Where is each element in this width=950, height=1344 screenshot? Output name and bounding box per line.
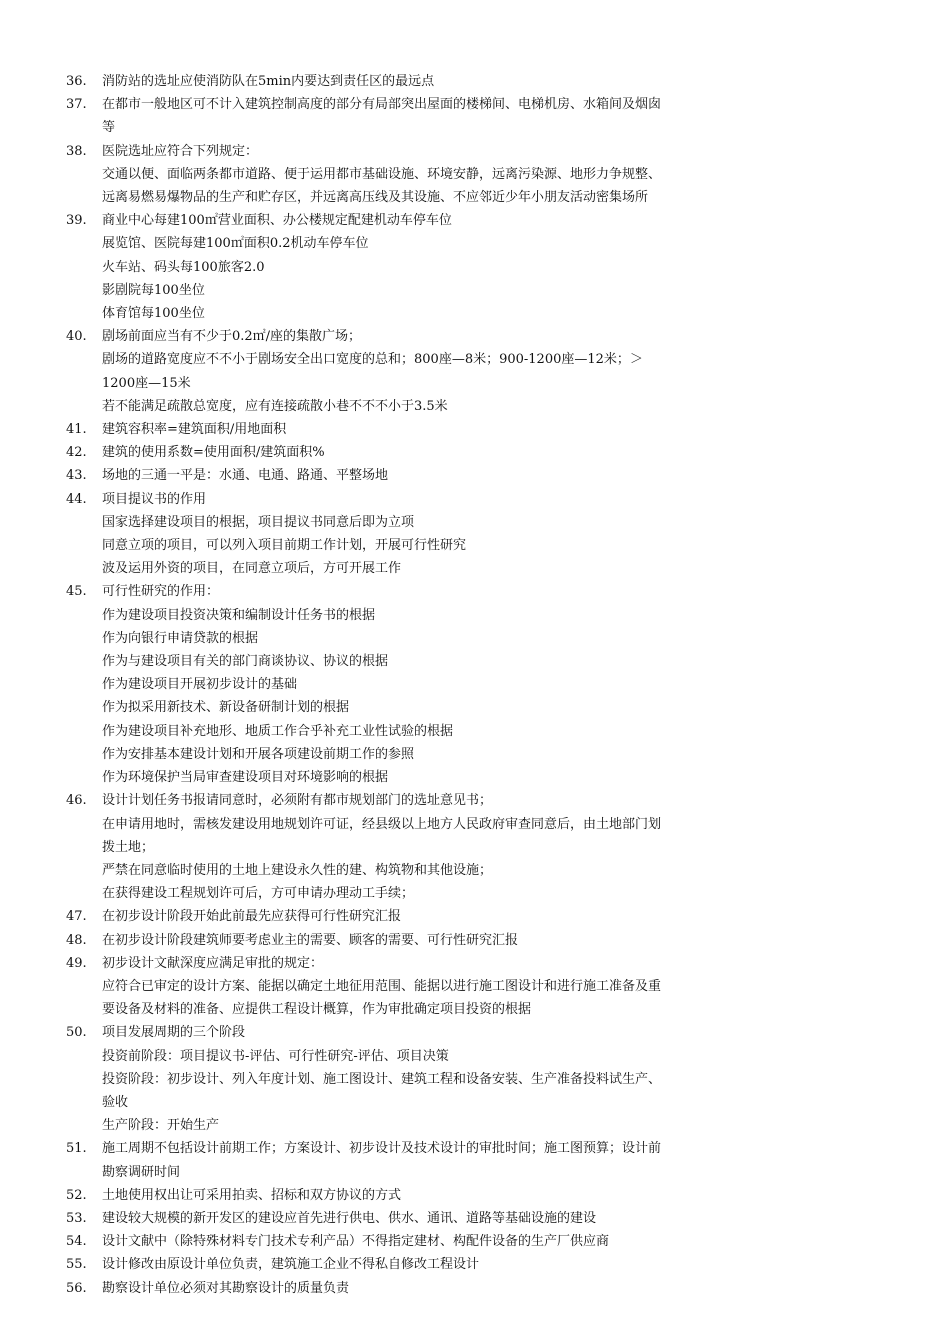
item-number: 52. xyxy=(66,1187,87,1203)
list-item xyxy=(66,464,736,487)
item-line: 可行性研究的作用： xyxy=(102,584,220,600)
item-line: 投资阶段：初步设计、列入年度计划、施工图设计、建筑工程和设备安装、生产准备投料试生产、 xyxy=(102,1071,662,1087)
item-line: 建筑容积率=建筑面积/用地面积 xyxy=(102,422,287,438)
item-number: 43. xyxy=(66,468,87,484)
list-item xyxy=(66,70,736,93)
list-item xyxy=(66,580,736,789)
item-line: 作为建设项目补充地形、地质工作合乎补充工业性试验的根据 xyxy=(102,723,454,739)
item-line: 火车站、码头每100旅客2.0 xyxy=(102,259,265,275)
item-line: 投资前阶段：项目提议书-评估、可行性研究-评估、项目决策 xyxy=(102,1048,449,1064)
item-line: 在初步设计阶段建筑师要考虑业主的需要、顾客的需要、可行性研究汇报 xyxy=(102,932,519,948)
item-line: 建筑的使用系数=使用面积/建筑面积% xyxy=(102,445,325,461)
list-item xyxy=(66,929,736,952)
item-number: 50. xyxy=(66,1025,87,1041)
item-body xyxy=(102,789,736,905)
list-item xyxy=(66,1207,736,1230)
item-line: 在申请用地时，需核发建设用地规划许可证，经县级以上地方人民政府审查同意后，由土地部门划 xyxy=(102,816,662,832)
numbered-list xyxy=(66,70,736,1300)
item-line: 若不能满足疏散总宽度，应有连接疏散小巷不不不小于3.5米 xyxy=(102,398,448,414)
item-number: 48. xyxy=(66,932,87,948)
list-item xyxy=(66,905,736,928)
item-line: 场地的三通一平是：水通、电通、路通、平整场地 xyxy=(102,468,389,484)
list-item xyxy=(66,209,736,325)
item-number: 47. xyxy=(66,909,87,925)
list-item xyxy=(66,789,736,905)
item-number: 44. xyxy=(66,491,87,507)
item-line: 勘察设计单位必须对其勘察设计的质量负责 xyxy=(102,1280,350,1296)
item-line: 作为建设项目开展初步设计的基础 xyxy=(102,677,298,693)
list-item xyxy=(66,93,736,139)
item-line: 作为环境保护当局审查建设项目对环境影响的根据 xyxy=(102,770,389,786)
item-line: 作为建设项目投资决策和编制设计任务书的根据 xyxy=(102,607,376,623)
item-body xyxy=(102,140,736,210)
item-line: 远离易燃易爆物品的生产和贮存区，并远离高压线及其设施、不应邻近少年小朋友活动密集场所 xyxy=(102,190,649,206)
item-line: 设计修改由原设计单位负责，建筑施工企业不得私自修改工程设计 xyxy=(102,1257,480,1273)
item-line: 国家选择建设项目的根据，项目提议书同意后即为立项 xyxy=(102,514,415,530)
item-line: 剧场的道路宽度应不不小于剧场安全出口宽度的总和；800座—8米；900-1200座—12米；＞ xyxy=(102,352,643,368)
list-item xyxy=(66,1184,736,1207)
item-number: 39. xyxy=(66,213,87,229)
item-line: 等 xyxy=(102,120,116,136)
item-body xyxy=(102,929,736,952)
list-item xyxy=(66,325,736,418)
item-line: 项目发展周期的三个阶段 xyxy=(102,1025,246,1041)
list-item xyxy=(66,952,736,1022)
item-line: 商业中心每建100㎡营业面积、办公楼规定配建机动车停车位 xyxy=(102,213,452,229)
item-line: 严禁在同意临时使用的土地上建设永久性的建、构筑物和其他设施； xyxy=(102,862,493,878)
item-line: 初步设计文献深度应满足审批的规定： xyxy=(102,955,324,971)
list-item xyxy=(66,418,736,441)
item-line: 作为向银行申请贷款的根据 xyxy=(102,630,259,646)
item-body xyxy=(102,1207,736,1230)
item-line: 作为安排基本建设计划和开展各项建设前期工作的参照 xyxy=(102,746,415,762)
item-line: 设计计划任务书报请同意时，必须附有都市规划部门的选址意见书； xyxy=(102,793,493,809)
list-item xyxy=(66,140,736,210)
item-line: 施工周期不包括设计前期工作；方案设计、初步设计及技术设计的审批时间；施工图预算；设计前 xyxy=(102,1141,662,1157)
item-number: 42. xyxy=(66,445,87,461)
item-number: 41. xyxy=(66,422,87,438)
item-line: 建设较大规模的新开发区的建设应首先进行供电、供水、通讯、道路等基础设施的建设 xyxy=(102,1210,597,1226)
item-number: 54. xyxy=(66,1234,87,1250)
item-body xyxy=(102,488,736,581)
item-line: 同意立项的项目，可以列入项目前期工作计划，开展可行性研究 xyxy=(102,538,467,554)
item-line: 交通以便、面临两条都市道路、便于运用都市基础设施、环境安静，远离污染源、地形力争规整、 xyxy=(102,166,662,182)
item-number: 38. xyxy=(66,143,87,159)
item-line: 在都市一般地区可不计入建筑控制高度的部分有局部突出屋面的楼梯间、电梯机房、水箱间及烟囱 xyxy=(102,97,662,113)
list-item xyxy=(66,1230,736,1253)
item-body xyxy=(102,93,736,139)
item-line: 要设备及材料的准备、应提供工程设计概算，作为审批确定项目投资的根据 xyxy=(102,1002,532,1018)
item-body xyxy=(102,1137,736,1183)
item-line: 展览馆、医院每建100㎡面积0.2机动车停车位 xyxy=(102,236,369,252)
item-line: 消防站的选址应使消防队在5min内要达到责任区的最远点 xyxy=(102,74,435,89)
item-line: 在获得建设工程规划许可后，方可申请办理动工手续； xyxy=(102,886,415,902)
item-body xyxy=(102,418,736,441)
item-number: 49. xyxy=(66,955,87,971)
item-number: 37. xyxy=(66,97,87,113)
item-line: 医院选址应符合下列规定： xyxy=(102,143,259,159)
item-body xyxy=(102,1021,736,1137)
item-line: 波及运用外资的项目，在同意立项后，方可开展工作 xyxy=(102,561,402,577)
item-body xyxy=(102,1230,736,1253)
list-item xyxy=(66,1253,736,1276)
item-body xyxy=(102,1253,736,1276)
item-body xyxy=(102,441,736,464)
item-line: 影剧院每100坐位 xyxy=(102,282,205,298)
item-body xyxy=(102,209,736,325)
item-number: 36. xyxy=(66,74,87,89)
item-line: 作为与建设项目有关的部门商谈协议、协议的根据 xyxy=(102,654,389,670)
item-line: 体育馆每100坐位 xyxy=(102,306,205,322)
item-number: 56. xyxy=(66,1280,87,1296)
item-number: 53. xyxy=(66,1210,87,1226)
list-item xyxy=(66,441,736,464)
item-line: 土地使用权出让可采用拍卖、招标和双方协议的方式 xyxy=(102,1187,402,1203)
item-number: 55. xyxy=(66,1257,87,1273)
item-line: 勘察调研时间 xyxy=(102,1164,181,1180)
item-body xyxy=(102,1184,736,1207)
item-body xyxy=(102,1277,736,1300)
item-body xyxy=(102,905,736,928)
item-line: 验收 xyxy=(102,1094,129,1110)
item-body xyxy=(102,952,736,1022)
item-line: 生产阶段：开始生产 xyxy=(102,1118,220,1134)
item-body xyxy=(102,464,736,487)
item-body xyxy=(102,325,736,418)
list-item xyxy=(66,488,736,581)
item-number: 46. xyxy=(66,793,87,809)
item-body xyxy=(102,580,736,789)
item-line: 项目提议书的作用 xyxy=(102,491,207,507)
item-line: 应符合已审定的设计方案、能据以确定土地征用范围、能据以进行施工图设计和进行施工准备及重 xyxy=(102,978,662,994)
item-line: 作为拟采用新技术、新设备研制计划的根据 xyxy=(102,700,350,716)
item-body xyxy=(102,70,736,93)
list-item xyxy=(66,1021,736,1137)
item-number: 51. xyxy=(66,1141,87,1157)
item-number: 45. xyxy=(66,584,87,600)
item-line: 拨土地； xyxy=(102,839,155,855)
item-number: 40. xyxy=(66,329,87,345)
list-item xyxy=(66,1137,736,1183)
list-item xyxy=(66,1277,736,1300)
item-line: 设计文献中（除特殊材料专门技术专利产品）不得指定建材、构配件设备的生产厂供应商 xyxy=(102,1234,610,1250)
item-line: 1200座—15米 xyxy=(102,375,191,391)
item-line: 在初步设计阶段开始此前最先应获得可行性研究汇报 xyxy=(102,909,402,925)
item-line: 剧场前面应当有不少于0.2㎡/座的集散广场； xyxy=(102,329,362,345)
